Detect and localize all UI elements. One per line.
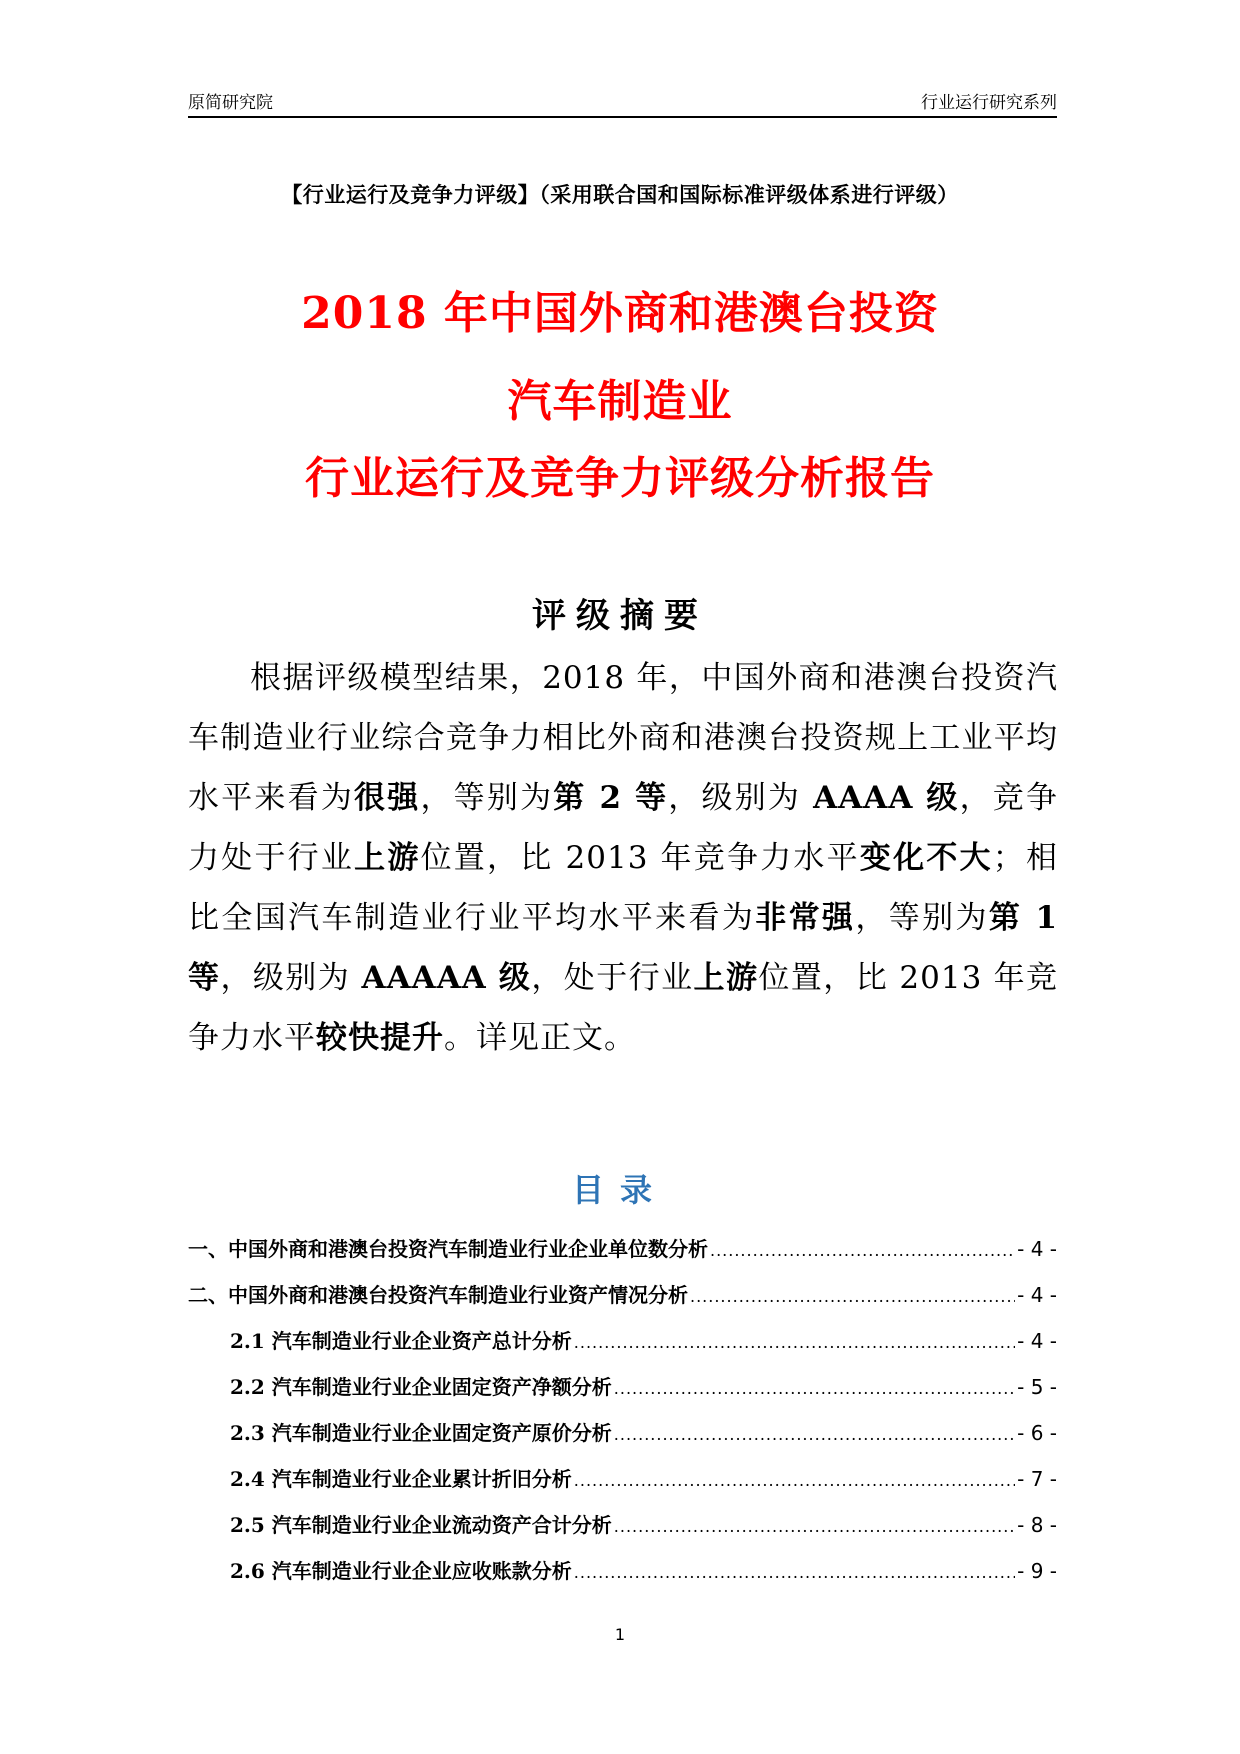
- toc-entry[interactable]: [230, 1325, 1057, 1355]
- report-title-line-3: 行业运行及竞争力评级分析报告: [305, 453, 935, 504]
- toc-entry-label[interactable]: 二、中国外商和港澳台投资汽车制造业行业资产情况分析: [188, 1283, 688, 1307]
- toc-entry-page[interactable]: - 9 -: [1017, 1559, 1057, 1583]
- summary-text: ，级别为: [668, 780, 814, 816]
- toc-leader-dots: [574, 1563, 1015, 1582]
- toc-entry[interactable]: [230, 1555, 1057, 1585]
- toc-entry-label[interactable]: 2.6 汽车制造业行业企业应收账款分析: [230, 1559, 572, 1583]
- summary-highlight: AAAA 级: [813, 780, 960, 816]
- toc-leader-dots: [614, 1425, 1015, 1444]
- summary-highlight: 较快提升: [316, 1020, 444, 1056]
- toc-leader-dots: [614, 1379, 1015, 1398]
- toc-entry-page[interactable]: - 6 -: [1017, 1421, 1057, 1445]
- summary-highlight: 变化不大: [859, 840, 993, 876]
- toc-entry-label[interactable]: 2.1 汽车制造业行业企业资产总计分析: [230, 1329, 572, 1353]
- summary-highlight: 上游: [693, 960, 759, 996]
- toc-leader-dots: [614, 1517, 1015, 1536]
- summary-highlight: 第 2 等: [553, 780, 669, 816]
- report-title-line-2: 汽车制造业: [507, 376, 733, 427]
- toc-entry[interactable]: [230, 1463, 1057, 1493]
- toc-leader-dots: [690, 1287, 1015, 1306]
- toc-entry-page[interactable]: - 4 -: [1017, 1237, 1057, 1261]
- summary-text: ，级别为: [220, 960, 362, 996]
- toc-heading: 目录: [571, 1171, 668, 1209]
- toc-entry-page[interactable]: - 5 -: [1017, 1375, 1057, 1399]
- toc-leader-dots: [574, 1333, 1015, 1352]
- summary-text: ；相比全国汽车制造业行业平均水平来看为: [188, 840, 1059, 936]
- toc-entry[interactable]: [230, 1417, 1057, 1447]
- summary-text: ，等别为: [855, 900, 989, 936]
- toc-entry-page[interactable]: - 8 -: [1017, 1513, 1057, 1537]
- summary-paragraph: [188, 648, 1058, 1068]
- page-header: [188, 86, 1057, 118]
- toc-entry-page[interactable]: - 4 -: [1017, 1329, 1057, 1353]
- report-title-line-1: 2018 年中国外商和港澳台投资: [301, 288, 939, 339]
- toc-entry[interactable]: [188, 1233, 1057, 1263]
- toc-entry[interactable]: [188, 1279, 1057, 1309]
- header-org: 原简研究院: [188, 93, 273, 113]
- summary-text: ，竞争力处于行业: [188, 780, 1059, 876]
- summary-highlight: 非常强: [755, 900, 856, 936]
- toc-entry-label[interactable]: 2.4 汽车制造业行业企业累计折旧分析: [230, 1467, 572, 1491]
- summary-text: ，处于行业: [531, 960, 694, 996]
- toc-entry[interactable]: [230, 1509, 1057, 1539]
- toc-entry-label[interactable]: 2.5 汽车制造业行业企业流动资产合计分析: [230, 1513, 612, 1537]
- summary-text: 。详见正文。: [444, 1020, 636, 1056]
- summary-highlight: 很强: [354, 780, 421, 816]
- summary-heading: 评级摘要: [532, 596, 708, 636]
- toc-entry-page[interactable]: - 4 -: [1017, 1283, 1057, 1307]
- toc-entry-page[interactable]: - 7 -: [1017, 1467, 1057, 1491]
- summary-highlight: 上游: [354, 840, 421, 876]
- toc-leader-dots: [710, 1241, 1015, 1260]
- report-tagline: 【行业运行及竞争力评级】（采用联合国和国际标准评级体系进行评级）: [281, 182, 959, 207]
- toc-leader-dots: [574, 1471, 1015, 1490]
- toc-entry-label[interactable]: 2.3 汽车制造业行业企业固定资产原价分析: [230, 1421, 612, 1445]
- toc-entry-label[interactable]: 一、中国外商和港澳台投资汽车制造业行业企业单位数分析: [188, 1237, 708, 1261]
- summary-text: 位置，比 2013 年竞争力水平: [420, 840, 860, 876]
- toc-entry-label[interactable]: 2.2 汽车制造业行业企业固定资产净额分析: [230, 1375, 612, 1399]
- summary-text: ，等别为: [420, 780, 554, 816]
- header-series: 行业运行研究系列: [921, 93, 1057, 113]
- summary-highlight: AAAAA 级: [361, 960, 532, 996]
- page-number: 1: [614, 1625, 626, 1644]
- summary-text: 根据评级模型结果，2018 年，中国外商和港澳台投资汽车制造业行业综合竞争力相比外商和港澳台投资规上工业平均水平来看为: [188, 660, 1058, 816]
- summary-highlight: 第 1 等: [188, 900, 1059, 996]
- toc-entry[interactable]: [230, 1371, 1057, 1401]
- summary-text: 位置，比 2013 年竞争力水平: [188, 960, 1059, 1056]
